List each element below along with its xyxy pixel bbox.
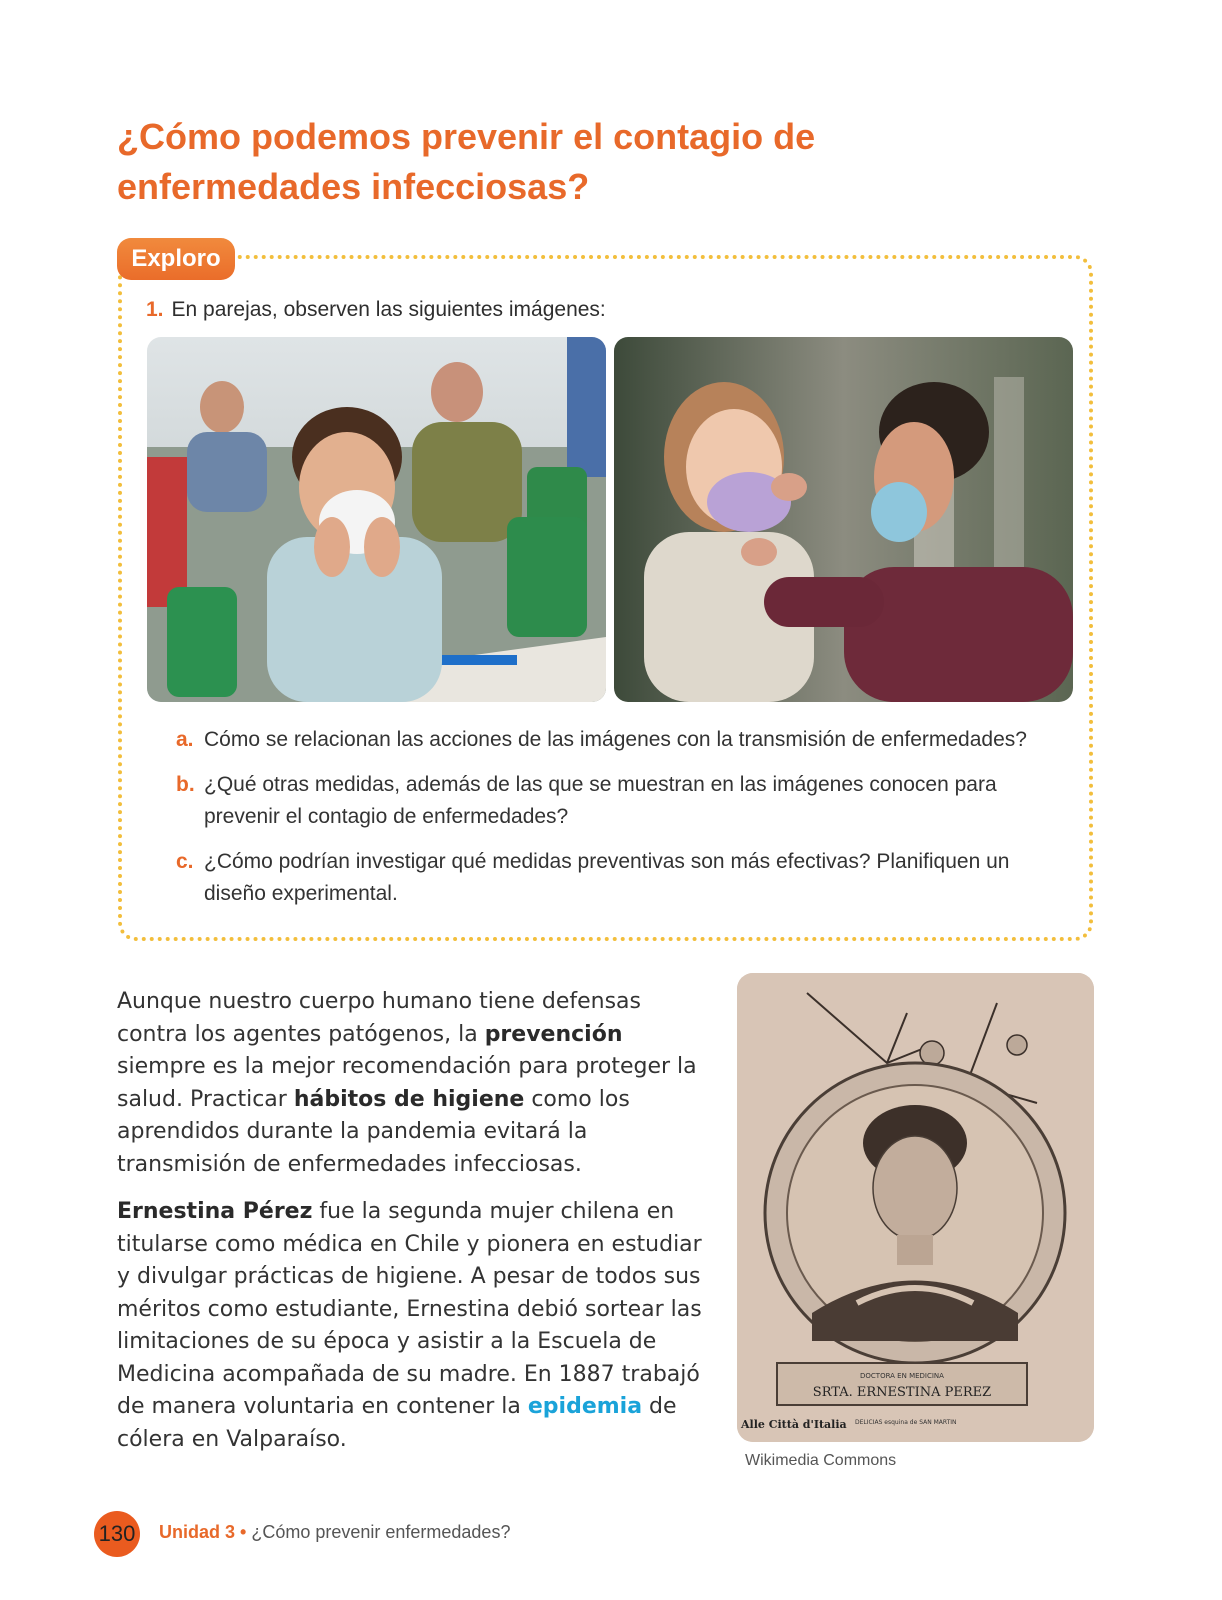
question-number: 1. xyxy=(146,298,164,321)
title-line-1: ¿Cómo podemos prevenir el contagio de xyxy=(117,116,816,157)
image-credit: Wikimedia Commons xyxy=(745,1452,897,1469)
explore-tab: Exploro xyxy=(117,238,235,280)
para-text: de cólera en Valparaíso. xyxy=(117,1394,677,1452)
ad-caption-right: DELICIAS esquina de SAN MARTIN xyxy=(855,1419,957,1426)
subquestion-text: ¿Cómo podrían investigar qué medidas preventivas son más efectivas? Planifiquen un xyxy=(204,850,1010,873)
para-text: fue la segunda mujer chilena en titularse como médica en Chile y pionera en estudiar y divulgar prácticas de higiene. A pesar de todos sus méritos como estudiante, Ernestina debió sortear las limitaciones de su época y asistir a la Escuela de Medicina acompañada de su madre. En 1887 trabajó de manera voluntaria en contener la xyxy=(117,1199,702,1419)
ad-caption-left: Alle Città d'Italia xyxy=(741,1418,847,1431)
question-text: En parejas, observen las siguientes imágenes: xyxy=(171,298,606,321)
plate-caption-small: DOCTORA EN MEDICINA xyxy=(860,1372,944,1380)
para-text: como los aprendidos durante la pandemia evitará la transmisión de enfermedades infecciosas. xyxy=(117,1086,630,1177)
subquestion-letter: b. xyxy=(176,773,195,796)
classroom-sneeze-photo xyxy=(147,337,606,702)
bold-term-prevention: prevención xyxy=(484,1021,623,1047)
para-text: Aunque nuestro cuerpo humano tiene defensas contra los agentes patógenos, la xyxy=(117,989,642,1047)
subquestion-text-continued: diseño experimental. xyxy=(204,882,398,905)
subquestion-text: Cómo se relacionan las acciones de las imágenes con la transmisión de enfermedades? xyxy=(204,728,1027,751)
paragraph-ernestina xyxy=(117,1196,717,1456)
footer-separator: • xyxy=(235,1522,252,1542)
subquestion-letter: a. xyxy=(176,728,194,751)
ernestina-portrait xyxy=(737,973,1094,1442)
plate-caption-name: SRTA. ERNESTINA PEREZ xyxy=(812,1385,992,1400)
glossary-link-epidemia[interactable]: epidemia xyxy=(527,1394,643,1419)
subquestion-text: ¿Qué otras medidas, además de las que se muestran en las imágenes conocen para xyxy=(204,773,997,796)
question-1 xyxy=(146,298,606,322)
footer-topic: ¿Cómo prevenir enfermedades? xyxy=(251,1522,511,1542)
mask-fitting-photo xyxy=(614,337,1073,702)
bold-term-ernestina: Ernestina Pérez xyxy=(117,1199,313,1224)
bold-term-hygiene: hábitos de higiene xyxy=(293,1086,525,1112)
para-text: siempre es la mejor recomendación para proteger la salud. Practicar xyxy=(117,1054,697,1112)
title-line-2: enfermedades infecciosas? xyxy=(117,166,590,207)
subquestion-c xyxy=(176,846,1009,910)
page-title xyxy=(117,112,1017,212)
subquestion-letter: c. xyxy=(176,850,194,873)
footer xyxy=(159,1522,510,1543)
subquestion-a xyxy=(176,724,1027,756)
subquestion-b xyxy=(176,769,997,833)
paragraph-prevention xyxy=(117,986,717,1181)
footer-unit: Unidad 3 xyxy=(159,1522,236,1542)
subquestion-text-continued: prevenir el contagio de enfermedades? xyxy=(204,805,569,828)
page-number: 130 xyxy=(94,1511,140,1557)
